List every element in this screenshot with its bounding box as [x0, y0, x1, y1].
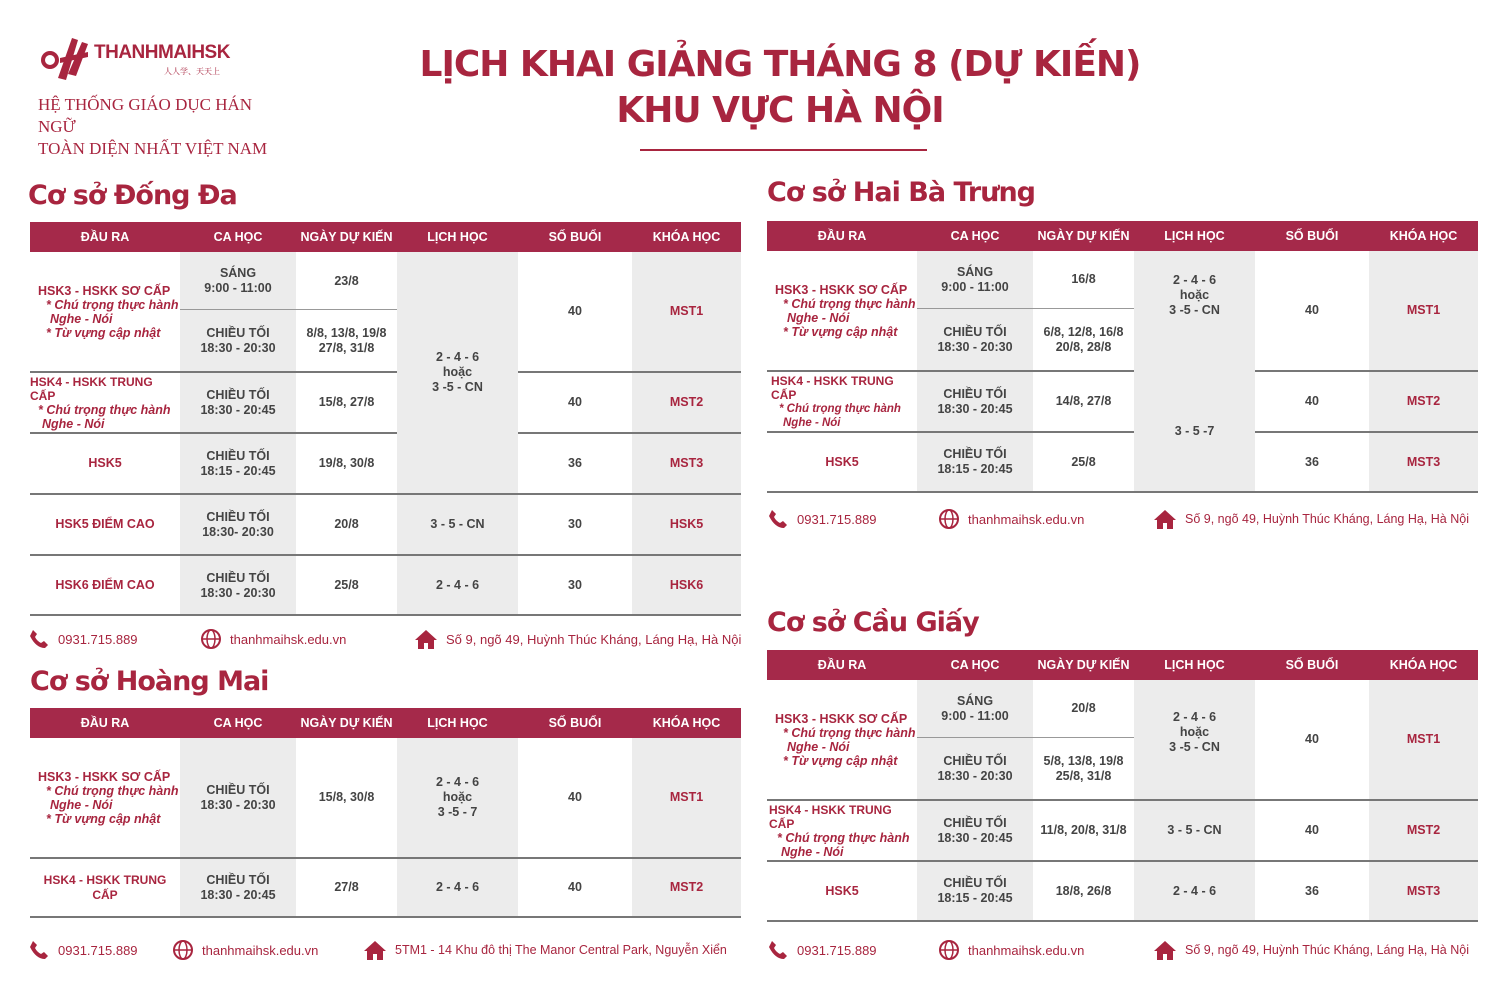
- note: Nghe - Nói: [787, 310, 850, 325]
- shift-time: 18:30 - 20:45: [937, 401, 1013, 416]
- schedule-text: 2 - 4 - 6: [435, 350, 480, 364]
- address-text: Số 9, ngõ 49, Huỳnh Thúc Kháng, Láng Hạ, Hà Nội: [1185, 512, 1469, 526]
- shift-name: CHIỀU TỐI: [206, 782, 270, 797]
- date-cell: 25/8: [334, 578, 359, 592]
- session-count: 30: [568, 517, 582, 531]
- schedule-text: hoặc: [1179, 724, 1210, 739]
- home-icon: [1153, 939, 1177, 961]
- address: [363, 939, 727, 961]
- table-haibatrung: [767, 221, 1478, 493]
- phone-link[interactable]: [28, 628, 138, 650]
- shift-time: 9:00 - 11:00: [204, 280, 272, 295]
- globe-icon: [938, 508, 960, 530]
- session-count: 36: [1305, 883, 1319, 898]
- note: Nghe - Nói: [783, 416, 841, 429]
- shift-name: CHIỀU TỐI: [943, 876, 1007, 890]
- page-title: [380, 42, 1180, 134]
- table-bottom: [30, 916, 741, 918]
- shift-name: CHIỀU TỐI: [206, 509, 270, 524]
- session-count: 36: [568, 456, 582, 470]
- output-label: HSK3 - HSKK SƠ CẤP: [38, 769, 171, 784]
- schedule-cell: 3 - 5 -7: [1174, 423, 1215, 438]
- course-code: MST3: [1406, 883, 1441, 898]
- shift-cell: [917, 433, 1033, 491]
- brand-tagline-1: HỆ THỐNG GIÁO DỤC HÁN NGỮ: [38, 95, 253, 136]
- shift-time: 18:30 - 20:45: [200, 887, 276, 902]
- phone-text: 0931.715.889: [797, 942, 877, 958]
- session-count: 40: [568, 304, 582, 318]
- schedule-cell: 3 - 5 - CN: [1167, 823, 1222, 837]
- output-cell: HSK6 ĐIỂM CAO: [55, 578, 155, 592]
- course-code: MST2: [669, 880, 704, 894]
- schedule-text: 3 -5 - CN: [1169, 739, 1220, 754]
- phone-icon: [767, 939, 789, 961]
- table-bottom: [767, 920, 1478, 922]
- address-text: Số 9, ngõ 49, Huỳnh Thúc Kháng, Láng Hạ, Hà Nội: [446, 631, 742, 647]
- session-count: 40: [1305, 823, 1319, 837]
- course-code: MST2: [1406, 394, 1441, 408]
- phone-text: 0931.715.889: [58, 942, 138, 958]
- website-link[interactable]: [938, 508, 1084, 530]
- date-text: 27/8, 31/8: [318, 340, 375, 355]
- output-cell: HSK5 ĐIỂM CAO: [55, 517, 155, 531]
- shift-cell: [917, 372, 1033, 431]
- date-cell: [1033, 309, 1134, 370]
- course-code: MST3: [669, 456, 704, 470]
- col-header: LỊCH HỌC: [1164, 658, 1225, 672]
- col-header: LỊCH HỌC: [427, 230, 488, 244]
- note: Nghe - Nói: [787, 739, 850, 754]
- website-text: thanhmaihsk.edu.vn: [202, 942, 319, 958]
- course-code: HSK6: [669, 578, 704, 592]
- date-cell: [1033, 738, 1134, 799]
- phone-icon: [28, 628, 50, 650]
- note: * Từ vựng cập nhật: [783, 753, 898, 768]
- shift-time: 18:30 - 20:45: [937, 830, 1013, 845]
- shift-name: CHIỀU TỐI: [943, 386, 1007, 401]
- globe-icon: [200, 628, 222, 650]
- website-link[interactable]: [938, 939, 1084, 961]
- shift-cell: [917, 862, 1033, 920]
- session-count: 40: [568, 395, 582, 409]
- table-caugiay: [767, 650, 1478, 922]
- note: * Chú trọng thực hành: [38, 402, 171, 417]
- address: [1153, 939, 1469, 961]
- address: [1153, 508, 1469, 530]
- note: * Chú trọng thực hành: [783, 296, 916, 311]
- output-cell: [38, 252, 180, 371]
- shift-cell: [180, 556, 296, 615]
- phone-icon: [28, 939, 50, 961]
- output-label: HSK4 - HSKK TRUNG CẤP: [771, 373, 894, 402]
- schedule-cell: [397, 738, 518, 857]
- col-header: CA HỌC: [950, 229, 1000, 243]
- home-icon: [414, 628, 438, 650]
- course-code: MST2: [669, 395, 704, 409]
- session-count: 40: [1305, 732, 1319, 746]
- course-code: MST1: [669, 304, 704, 318]
- shift-name: SÁNG: [956, 264, 994, 279]
- shift-time: 18:30 - 20:30: [200, 797, 276, 812]
- shift-name: CHIỀU TỐI: [206, 448, 270, 463]
- date-cell: 23/8: [334, 274, 359, 288]
- schedule-text: 2 - 4 - 6: [435, 775, 480, 789]
- date-cell: 11/8, 20/8, 31/8: [1040, 823, 1127, 837]
- phone-text: 0931.715.889: [58, 631, 138, 647]
- phone-link[interactable]: [767, 939, 877, 961]
- shift-time: 18:30 - 20:30: [200, 340, 276, 355]
- branch-title-caugiay: Cơ sở Cầu Giấy: [767, 607, 979, 638]
- globe-icon: [938, 939, 960, 961]
- note: Nghe - Nói: [781, 844, 844, 859]
- output-cell: [30, 373, 180, 432]
- output-cell: [38, 738, 180, 857]
- session-count: 30: [568, 578, 582, 592]
- shift-cell: [180, 310, 296, 371]
- shift-name: CHIỀU TỐI: [206, 325, 270, 340]
- home-icon: [363, 939, 387, 961]
- session-count: 40: [1305, 303, 1319, 317]
- shift-time: 9:00 - 11:00: [941, 279, 1009, 294]
- schedule-text: 3 -5 - CN: [1169, 302, 1220, 317]
- date-text: 5/8, 13/8, 19/8: [1043, 753, 1124, 768]
- shift-cell: [917, 251, 1033, 308]
- col-header: ĐẦU RA: [80, 230, 130, 244]
- course-code: MST1: [669, 790, 704, 804]
- output-cell: HSK5: [88, 456, 122, 470]
- table-bottom: [30, 614, 741, 616]
- website-text: thanhmaihsk.edu.vn: [968, 942, 1085, 958]
- date-cell: 16/8: [1071, 272, 1096, 286]
- output-label: HSK3 - HSKK SƠ CẤP: [775, 711, 908, 726]
- schedule-text: hoặc: [1179, 287, 1210, 302]
- brand-sub: 人人学、天天上: [164, 67, 220, 76]
- phone-link[interactable]: [28, 939, 138, 961]
- col-header: SỐ BUỔI: [548, 716, 602, 730]
- note: * Chú trọng thực hành: [46, 297, 179, 312]
- shift-time: 18:30 - 20:30: [200, 585, 276, 600]
- address-text: Số 9, ngõ 49, Huỳnh Thúc Kháng, Láng Hạ, Hà Nội: [1185, 943, 1469, 957]
- address: [414, 628, 741, 650]
- col-header: SỐ BUỔI: [548, 230, 602, 244]
- shift-time: 18:15 - 20:45: [937, 462, 1013, 476]
- shift-cell: [180, 859, 296, 916]
- output-cell: [775, 680, 917, 799]
- schedule-text: 3 -5 - CN: [432, 380, 483, 394]
- course-code: MST1: [1406, 732, 1441, 746]
- schedule-cell: 2 - 4 - 6: [1172, 883, 1217, 898]
- date-text: 20/8, 28/8: [1055, 339, 1112, 354]
- address-text: 5TM1 - 14 Khu đô thị The Manor Central Park, Nguyễn Xiển: [395, 943, 727, 957]
- note: * Chú trọng thực hành: [779, 402, 901, 415]
- schedule-cell: 3 - 5 - CN: [430, 517, 485, 531]
- date-cell: 15/8, 27/8: [318, 395, 375, 409]
- session-count: 40: [1305, 394, 1319, 408]
- schedule-cell: [1134, 251, 1255, 339]
- shift-cell: [917, 680, 1033, 737]
- shift-time: 18:15 - 20:45: [937, 891, 1013, 905]
- phone-icon: [767, 508, 789, 530]
- shift-name: CHIỀU TỐI: [206, 872, 270, 887]
- date-cell: 19/8, 30/8: [318, 456, 375, 470]
- table-bottom: [767, 491, 1478, 493]
- col-header: LỊCH HỌC: [427, 716, 488, 730]
- session-count: 40: [568, 790, 582, 804]
- website-link[interactable]: [200, 628, 346, 650]
- table-hoangmai: [30, 708, 741, 918]
- course-code: MST1: [1406, 303, 1441, 317]
- note: Nghe - Nói: [50, 797, 113, 812]
- shift-name: CHIỀU TỐI: [943, 324, 1007, 339]
- note: * Chú trọng thực hành: [777, 830, 910, 845]
- shift-name: SÁNG: [219, 265, 257, 280]
- col-header: KHÓA HỌC: [1389, 229, 1458, 243]
- brand-tagline-2: TOÀN DIỆN NHẤT VIỆT NAM: [38, 139, 268, 158]
- date-text: 6/8, 12/8, 16/8: [1043, 324, 1124, 339]
- date-cell: 27/8: [334, 880, 359, 894]
- output-cell: HSK4 - HSKK TRUNG CẤP: [43, 872, 167, 902]
- brand-name: THANHMAIHSK: [94, 42, 230, 63]
- shift-name: CHIỀU TỐI: [206, 387, 270, 402]
- shift-name: CHIỀU TỐI: [943, 815, 1007, 830]
- col-header: KHÓA HỌC: [652, 230, 721, 244]
- page-title-line2: KHU VỰC HÀ NỘI: [616, 90, 944, 131]
- date-cell: 18/8, 26/8: [1055, 883, 1112, 898]
- brand-logo-icon: [38, 34, 94, 84]
- col-header: NGÀY DỰ KIẾN: [1037, 658, 1130, 672]
- phone-link[interactable]: [767, 508, 877, 530]
- shift-cell: [180, 252, 296, 309]
- brand-tagline: [38, 94, 278, 160]
- col-header: CA HỌC: [213, 230, 263, 244]
- shift-time: 18:30 - 20:45: [200, 402, 276, 417]
- schedule-text: hoặc: [442, 790, 473, 804]
- note: * Chú trọng thực hành: [46, 783, 179, 798]
- page-title-line1: LỊCH KHAI GIẢNG THÁNG 8 (DỰ KIẾN): [419, 44, 1141, 85]
- home-icon: [1153, 508, 1177, 530]
- shift-time: 18:30- 20:30: [202, 524, 274, 539]
- note: * Từ vựng cập nhật: [46, 811, 161, 826]
- output-cell: HSK5: [825, 883, 859, 898]
- session-count: 40: [568, 880, 582, 894]
- col-header: KHÓA HỌC: [652, 716, 721, 730]
- schedule-cell: [397, 252, 518, 493]
- col-header: ĐẦU RA: [817, 658, 867, 672]
- shift-time: 18:15 - 20:45: [200, 463, 276, 478]
- course-code: MST2: [1406, 823, 1441, 837]
- shift-cell: [180, 373, 296, 432]
- note: Nghe - Nói: [50, 311, 113, 326]
- schedule-cell: 2 - 4 - 6: [435, 880, 480, 894]
- output-cell: [775, 251, 917, 370]
- col-header: ĐẦU RA: [80, 716, 130, 730]
- col-header: KHÓA HỌC: [1389, 658, 1458, 672]
- col-header: CA HỌC: [950, 658, 1000, 672]
- table-dongda: [30, 222, 741, 616]
- date-cell: 20/8: [334, 517, 359, 531]
- shift-cell: [180, 738, 296, 857]
- shift-time: 18:30 - 20:30: [937, 339, 1013, 354]
- globe-icon: [172, 939, 194, 961]
- shift-name: CHIỀU TỐI: [943, 447, 1007, 461]
- schedule-text: 3 -5 - 7: [437, 805, 478, 819]
- schedule-cell: 2 - 4 - 6: [435, 578, 480, 592]
- website-link[interactable]: [172, 939, 318, 961]
- output-label: HSK4 - HSKK TRUNG CẤP: [30, 374, 153, 403]
- date-text: 25/8, 31/8: [1055, 768, 1112, 783]
- col-header: SỐ BUỔI: [1285, 229, 1339, 243]
- output-cell: [771, 372, 917, 431]
- note: * Chú trọng thực hành: [783, 725, 916, 740]
- note: * Từ vựng cập nhật: [46, 325, 161, 340]
- website-text: thanhmaihsk.edu.vn: [230, 631, 347, 647]
- session-count: 36: [1305, 454, 1319, 469]
- output-cell: HSK5: [825, 454, 859, 469]
- output-label: HSK3 - HSKK SƠ CẤP: [775, 282, 908, 297]
- shift-cell: [917, 801, 1033, 860]
- date-cell: 25/8: [1071, 454, 1096, 469]
- output-label: HSK4 - HSKK TRUNG CẤP: [769, 802, 892, 831]
- date-text: 8/8, 13/8, 19/8: [306, 325, 387, 340]
- col-header: NGÀY DỰ KIẾN: [300, 230, 393, 244]
- website-text: thanhmaihsk.edu.vn: [968, 511, 1085, 527]
- phone-text: 0931.715.889: [797, 511, 877, 527]
- note: * Từ vựng cập nhật: [783, 324, 898, 339]
- schedule-text: 2 - 4 - 6: [1172, 709, 1217, 724]
- schedule-cell: [1134, 680, 1255, 784]
- branch-title-hoangmai: Cơ sở Hoàng Mai: [30, 666, 269, 697]
- output-cell: [769, 801, 917, 860]
- schedule-text: 2 - 4 - 6: [1172, 272, 1217, 287]
- shift-cell: [917, 738, 1033, 799]
- note: Nghe - Nói: [42, 416, 105, 431]
- date-cell: 20/8: [1071, 701, 1096, 715]
- shift-time: 9:00 - 11:00: [941, 708, 1009, 723]
- shift-cell: [917, 309, 1033, 370]
- schedule-text: hoặc: [442, 365, 473, 379]
- course-code: HSK5: [669, 517, 704, 531]
- date-cell: 14/8, 27/8: [1055, 394, 1112, 408]
- col-header: LỊCH HỌC: [1164, 229, 1225, 243]
- col-header: CA HỌC: [213, 716, 263, 730]
- col-header: SỐ BUỔI: [1285, 658, 1339, 672]
- date-cell: 15/8, 30/8: [318, 790, 375, 804]
- shift-name: SÁNG: [956, 693, 994, 708]
- output-label: HSK3 - HSKK SƠ CẤP: [38, 283, 171, 298]
- col-header: NGÀY DỰ KIẾN: [300, 716, 393, 730]
- shift-time: 18:30 - 20:30: [937, 768, 1013, 783]
- shift-name: CHIỀU TỐI: [943, 753, 1007, 768]
- shift-name: CHIỀU TỐI: [206, 570, 270, 585]
- branch-title-haibatrung: Cơ sở Hai Bà Trưng: [767, 177, 1035, 208]
- col-header: ĐẦU RA: [817, 229, 867, 243]
- col-header: NGÀY DỰ KIẾN: [1037, 229, 1130, 243]
- shift-cell: [180, 434, 296, 493]
- branch-title-dongda: Cơ sở Đống Đa: [28, 180, 237, 211]
- course-code: MST3: [1406, 454, 1441, 469]
- title-divider: [640, 149, 927, 151]
- shift-cell: [180, 495, 296, 554]
- date-cell: [296, 310, 397, 371]
